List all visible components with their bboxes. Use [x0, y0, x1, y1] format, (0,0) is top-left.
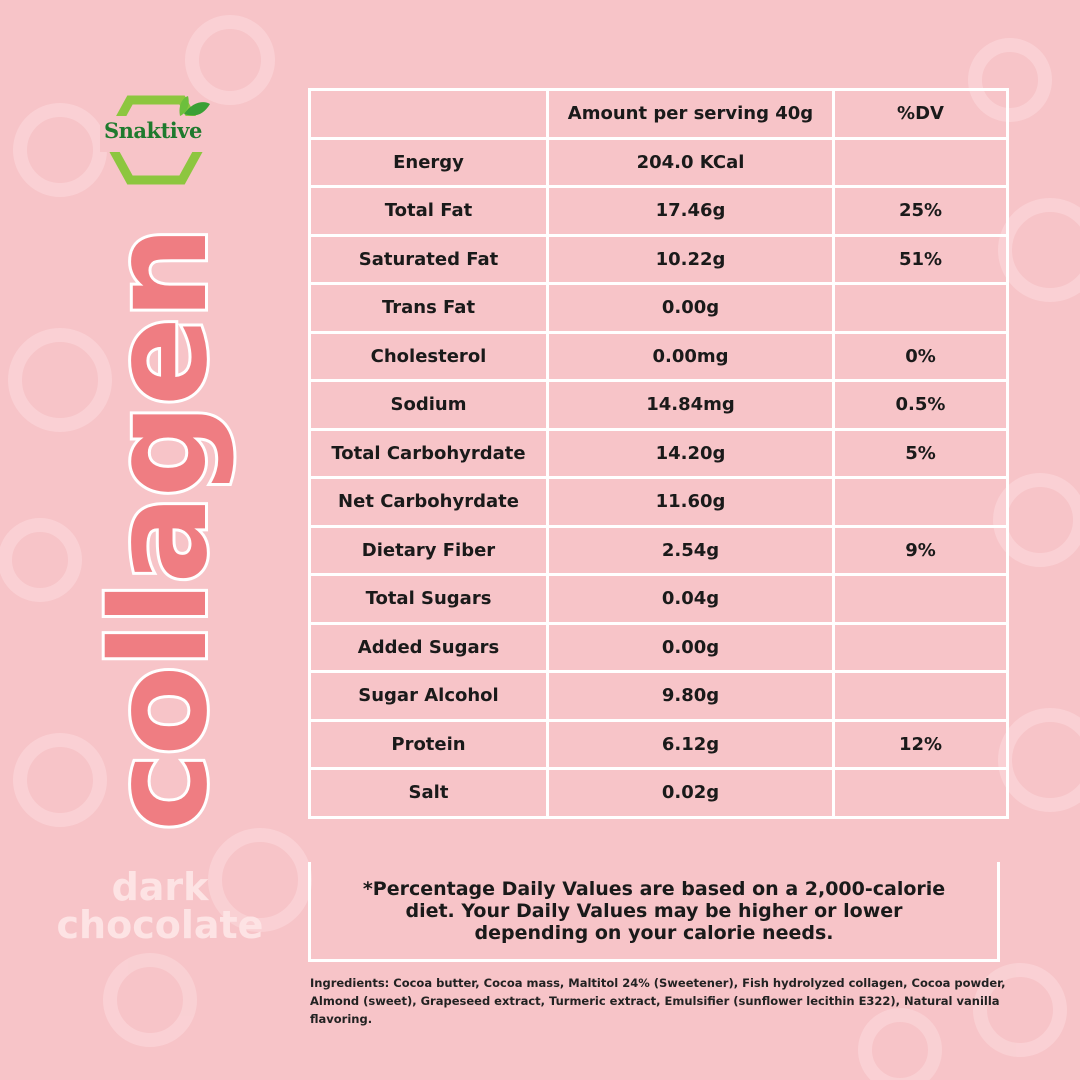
table-row — [310, 429, 1008, 478]
table-header-amount: Amount per serving 40g — [548, 90, 834, 139]
table-row — [310, 478, 1008, 527]
brand-logo-text: Snaktive — [104, 118, 202, 143]
nutrient-cell: Cholesterol — [310, 332, 548, 381]
amount-cell: 10.22g — [548, 235, 834, 284]
dv-cell: 9% — [834, 526, 1008, 575]
nutrient-cell: Total Fat — [310, 187, 548, 236]
dv-cell: 0.5% — [834, 381, 1008, 430]
table-row — [310, 769, 1008, 818]
amount-cell: 14.84mg — [548, 381, 834, 430]
dv-footnote: *Percentage Daily Values are based on a 2,000-calorie diet. Your Daily Values may be higher or lower depending on your calorie needs. — [308, 862, 1000, 962]
table-row — [310, 332, 1008, 381]
amount-cell: 2.54g — [548, 526, 834, 575]
amount-cell: 204.0 KCal — [548, 138, 834, 187]
nutrient-cell: Total Sugars — [310, 575, 548, 624]
flavor-label — [40, 865, 280, 947]
nutrient-cell: Energy — [310, 138, 548, 187]
nutrient-cell: Sodium — [310, 381, 548, 430]
flavor-line-2: chocolate — [56, 903, 264, 947]
nutrient-cell: Total Carbohyrdate — [310, 429, 548, 478]
amount-cell: 17.46g — [548, 187, 834, 236]
nutrient-cell: Protein — [310, 720, 548, 769]
table-header-nutrient — [310, 90, 548, 139]
amount-cell: 0.02g — [548, 769, 834, 818]
table-row — [310, 575, 1008, 624]
amount-cell: 0.00mg — [548, 332, 834, 381]
dv-cell — [834, 575, 1008, 624]
product-name: collagen — [83, 228, 237, 832]
table-row — [310, 235, 1008, 284]
amount-cell: 6.12g — [548, 720, 834, 769]
nutrition-table — [308, 88, 1009, 819]
amount-cell: 14.20g — [548, 429, 834, 478]
nutrient-cell: Dietary Fiber — [310, 526, 548, 575]
table-row — [310, 526, 1008, 575]
nutrient-cell: Added Sugars — [310, 623, 548, 672]
table-row — [310, 284, 1008, 333]
dv-cell: 5% — [834, 429, 1008, 478]
nutrient-cell: Salt — [310, 769, 548, 818]
amount-cell: 0.00g — [548, 623, 834, 672]
dv-cell: 25% — [834, 187, 1008, 236]
dv-cell: 0% — [834, 332, 1008, 381]
amount-cell: 11.60g — [548, 478, 834, 527]
nutrient-cell: Trans Fat — [310, 284, 548, 333]
nutrient-cell: Net Carbohyrdate — [310, 478, 548, 527]
table-row — [310, 720, 1008, 769]
dv-cell — [834, 769, 1008, 818]
table-header-dv: %DV — [834, 90, 1008, 139]
table-row — [310, 381, 1008, 430]
dv-cell — [834, 623, 1008, 672]
ingredients-text: Ingredients: Cocoa butter, Cocoa mass, Maltitol 24% (Sweetener), Fish hydrolyzed collagen, Cocoa powder, Almond (sweet), Grapeseed extract, Turmeric extract, Emulsifier (sunflower lecithin E322), Natural vanilla flavoring. — [310, 976, 1006, 1026]
table-row — [310, 623, 1008, 672]
table-header-row — [310, 90, 1008, 139]
dv-cell: 12% — [834, 720, 1008, 769]
dv-cell — [834, 672, 1008, 721]
flavor-line-1: dark — [111, 865, 209, 909]
nutrient-cell: Saturated Fat — [310, 235, 548, 284]
dv-cell — [834, 284, 1008, 333]
amount-cell: 9.80g — [548, 672, 834, 721]
nutrient-cell: Sugar Alcohol — [310, 672, 548, 721]
amount-cell: 0.00g — [548, 284, 834, 333]
amount-cell: 0.04g — [548, 575, 834, 624]
dv-cell: 51% — [834, 235, 1008, 284]
table-row — [310, 187, 1008, 236]
dv-cell — [834, 478, 1008, 527]
table-row — [310, 672, 1008, 721]
table-row — [310, 138, 1008, 187]
dv-cell — [834, 138, 1008, 187]
